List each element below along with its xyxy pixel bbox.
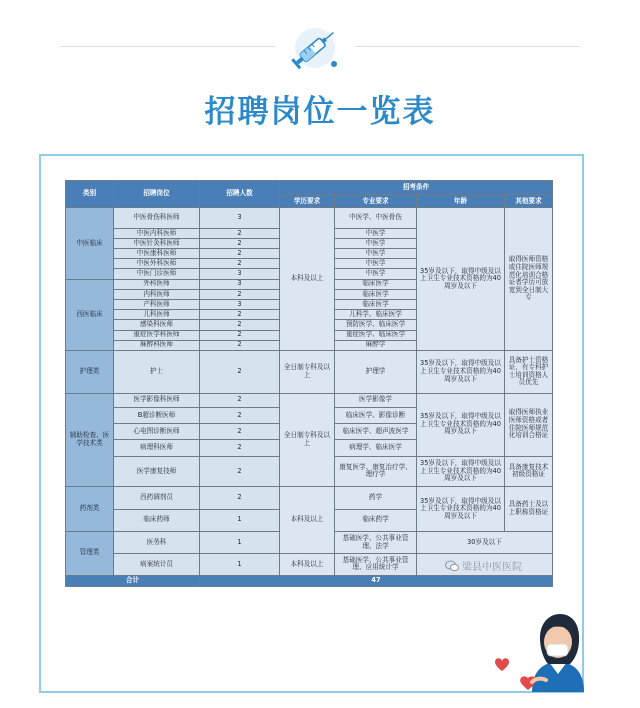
major-cell: 药学: [335, 487, 417, 509]
count-cell: 2: [200, 456, 280, 487]
category-western: 西医临床: [66, 279, 114, 350]
count-cell: 3: [200, 300, 280, 310]
table-row: [66, 487, 553, 509]
education-college: 全日制专科及以上: [280, 350, 335, 393]
count-cell: 2: [200, 330, 280, 340]
header-divider-right: [355, 46, 580, 47]
watermark-text: 梁县中医医院: [462, 562, 522, 573]
other-nursing: 具备护士资格证，有专科护士培训资格人员优先: [505, 350, 553, 393]
table-row: [66, 350, 553, 393]
other-pharmacy: 具备药士及以上职称资格证: [505, 487, 553, 532]
major-cell: 预防医学、临床医学: [335, 320, 417, 330]
count-cell: 2: [200, 249, 280, 259]
header-conditions: 招考条件: [280, 181, 553, 195]
major-cell: 重症医学、临床医学: [335, 330, 417, 340]
category-tcm: 中医临床: [66, 208, 114, 279]
total-value: 47: [200, 575, 553, 586]
position-cell: 医学影像科医师: [114, 393, 200, 407]
education-college-tech: 全日制专科及以上: [280, 393, 335, 487]
position-cell: 西药调剂员: [114, 487, 200, 509]
other-tcm: 取得医师资格或住院医师规范化培训合格证者学历可放宽到全日制大专: [505, 208, 553, 350]
position-cell: 感染科医师: [114, 320, 200, 330]
header-major: 专业要求: [335, 195, 417, 208]
count-cell: 2: [200, 407, 280, 423]
header-position: 招聘岗位: [114, 181, 200, 208]
major-cell: 临床药学: [335, 509, 417, 531]
major-cell: 基础医学、公共事业管理、法学: [335, 531, 417, 553]
nurse-heart-illustration: [466, 604, 584, 692]
header-education: 学历要求: [280, 195, 335, 208]
category-tech: 辅助检查、医学技术类: [66, 393, 114, 487]
count-cell: 2: [200, 340, 280, 350]
position-cell: 中医门诊医师: [114, 269, 200, 279]
position-cell: 内科医师: [114, 289, 200, 299]
count-cell: 1: [200, 554, 280, 575]
position-cell: 中医针灸科医师: [114, 238, 200, 248]
position-cell: 医学康复技师: [114, 456, 200, 487]
count-cell: 2: [200, 259, 280, 269]
count-cell: 2: [200, 289, 280, 299]
major-cell: 临床医学、超声波医学: [335, 424, 417, 440]
count-cell: 2: [200, 320, 280, 330]
count-cell: 2: [200, 393, 280, 407]
major-cell: 临床医学: [335, 289, 417, 299]
major-cell: 中医学: [335, 228, 417, 238]
count-cell: 2: [200, 487, 280, 509]
header-age: 年龄: [417, 195, 505, 208]
major-cell: 基础医学、公共事业管理、应用统计学: [335, 554, 417, 575]
position-cell: 麻醉科医师: [114, 340, 200, 350]
count-cell: 2: [200, 310, 280, 320]
position-cell: 中医内科医师: [114, 228, 200, 238]
count-cell: 3: [200, 208, 280, 228]
count-cell: 1: [200, 509, 280, 531]
recruitment-table: [65, 180, 553, 587]
position-cell: 病案统计员: [114, 554, 200, 575]
education-bachelor-records: 本科及以上: [280, 554, 335, 575]
watermark: [445, 558, 522, 573]
position-cell: 心电图诊断医师: [114, 424, 200, 440]
category-pharmacy: 药剂类: [66, 487, 114, 532]
count-cell: 2: [200, 350, 280, 393]
syringe-icon: [285, 22, 345, 72]
major-cell: 临床医学: [335, 279, 417, 289]
major-cell: 中医学: [335, 238, 417, 248]
position-cell: 产科医师: [114, 300, 200, 310]
major-cell: 病理学、临床医学: [335, 440, 417, 456]
category-management: 管理类: [66, 531, 114, 575]
major-cell: 护理学: [335, 350, 417, 393]
table-header-row: [66, 181, 553, 195]
position-cell: 医务科: [114, 531, 200, 553]
position-cell: B超诊断医师: [114, 407, 200, 423]
major-cell: 康复医学、康复治疗学、理疗学: [335, 456, 417, 487]
wechat-icon: [445, 560, 459, 572]
age-standard-rehab: 35岁及以下，取得中级及以上卫生专业技术资格的为40周岁及以下: [417, 456, 505, 487]
major-cell: 儿科学、临床医学: [335, 310, 417, 320]
major-cell: 临床医学、影像诊断: [335, 407, 417, 423]
position-cell: 护士: [114, 350, 200, 393]
education-bachelor-pharmacy: 本科及以上: [280, 487, 335, 554]
major-cell: 麻醉学: [335, 340, 417, 350]
other-rehab: 具备康复技术初级资格证: [505, 456, 553, 487]
header-category: 类别: [66, 181, 114, 208]
age-standard-pharmacy: 35岁及以下，取得中级及以上卫生专业技术资格的为40周岁及以下: [417, 487, 505, 532]
age-young: 30岁及以下: [417, 531, 553, 553]
other-tech: 取得医师执业医师资格或者住院医师规范化培训合格证: [505, 393, 553, 456]
major-cell: 中医学: [335, 259, 417, 269]
count-cell: 3: [200, 269, 280, 279]
header-other: 其他要求: [505, 195, 553, 208]
age-standard: 35岁及以下，取得中级及以上卫生专业技术资格的为40周岁及以下: [417, 208, 505, 350]
page-title: 招聘岗位一览表: [204, 94, 436, 130]
position-cell: 病理科医师: [114, 440, 200, 456]
category-nursing: 护理类: [66, 350, 114, 393]
table-row: [66, 393, 553, 407]
count-cell: 3: [200, 279, 280, 289]
position-cell: 外科医师: [114, 279, 200, 289]
major-cell: 中医学、中医骨伤: [335, 208, 417, 228]
position-cell: 中医康科医师: [114, 249, 200, 259]
position-cell: 儿科医师: [114, 310, 200, 320]
major-cell: 临床医学: [335, 300, 417, 310]
position-cell: 中医外科医师: [114, 259, 200, 269]
count-cell: 2: [200, 424, 280, 440]
header-divider-left: [60, 46, 275, 47]
major-cell: 医学影像学: [335, 393, 417, 407]
total-row: [66, 575, 553, 586]
header-count: 招聘人数: [200, 181, 280, 208]
major-cell: 中医学: [335, 269, 417, 279]
age-standard-nursing: 35岁及以下，取得中级及以上卫生专业技术资格的为40周岁及以下: [417, 350, 505, 393]
position-cell: 重症医学科医师: [114, 330, 200, 340]
education-bachelor: 本科及以上: [280, 208, 335, 350]
count-cell: 2: [200, 238, 280, 248]
total-label: 合计: [66, 575, 200, 586]
count-cell: 2: [200, 228, 280, 238]
position-cell: 中医骨伤科医师: [114, 208, 200, 228]
position-cell: 临床药师: [114, 509, 200, 531]
age-standard-tech: 35岁及以下，取得中级及以上卫生专业技术资格的为40周岁及以下: [417, 393, 505, 456]
major-cell: 中医学: [335, 249, 417, 259]
count-cell: 1: [200, 531, 280, 553]
count-cell: 2: [200, 440, 280, 456]
table-row: [66, 208, 553, 228]
